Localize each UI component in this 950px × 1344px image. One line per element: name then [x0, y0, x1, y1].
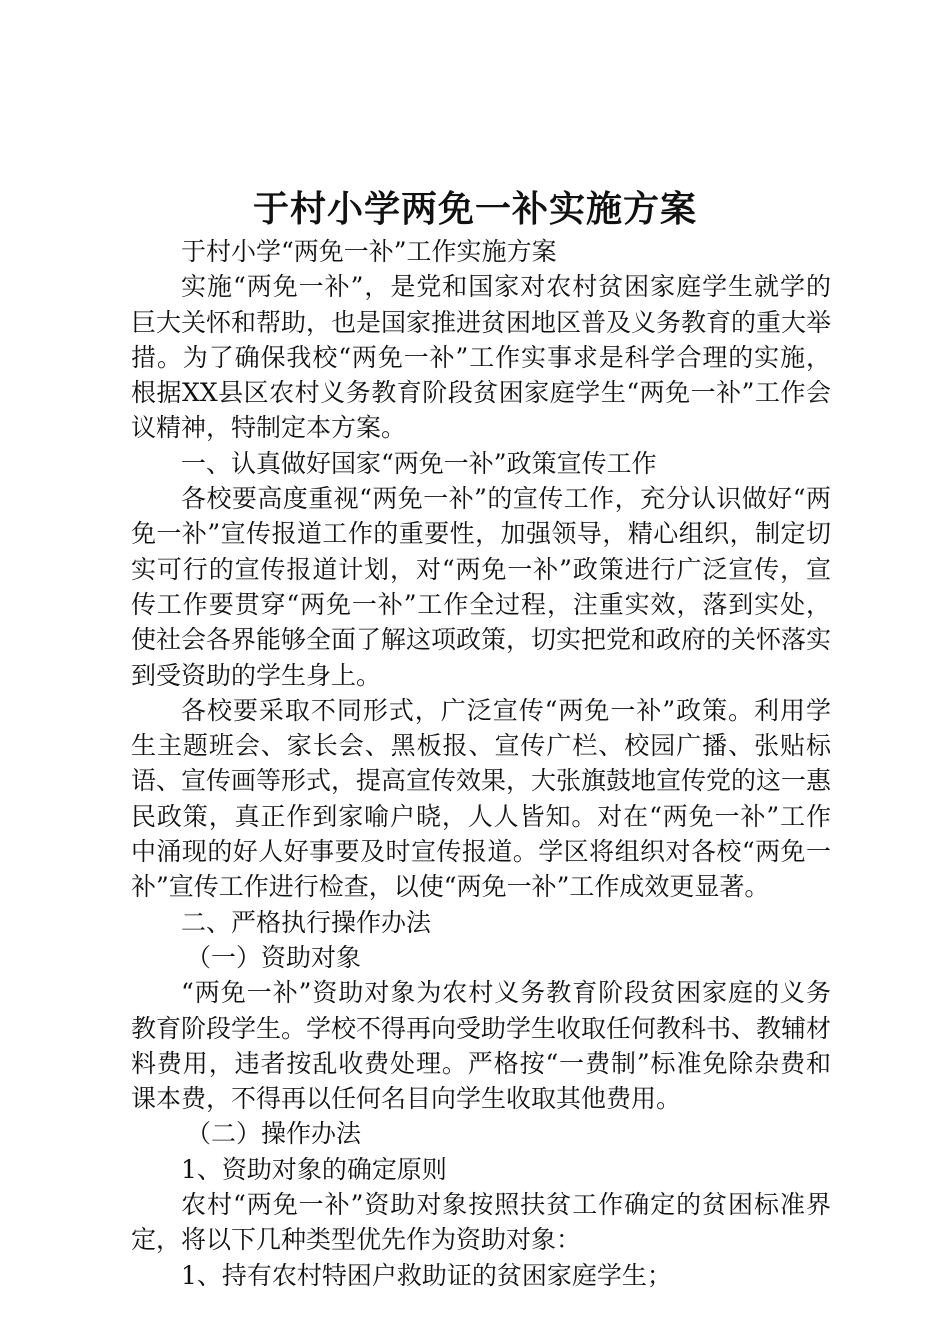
document-body: [131, 234, 831, 1293]
subsection-heading: （一）资助对象: [186, 942, 362, 972]
list-item: 1、持有农村特困户救助证的贫困家庭学生；: [181, 1260, 672, 1290]
section-heading-2: 二、严格执行操作办法: [181, 907, 432, 937]
document-title: 于村小学两免一补实施方案: [252, 188, 697, 230]
paragraph: 各校要高度重视“两免一补”的宣传工作，充分认识做好“两免一补”宣传报道工作的重要性，加强领导，精心组织，制定切实可行的宣传报道计划，对“两免一补”政策进行广泛宣传，宣传工作要贯穿“两免一补”工作全过程，注重实效，落到实处，使社会各界能够全面了解这项政策，切实把党和政府的关怀落实到受资助的学生身上。: [131, 484, 832, 690]
paragraph: 各校要采取不同形式，广泛宣传“两免一补”政策。利用学生主题班会、家长会、黑板报、宣传广栏、校园广播、张贴标语、宣传画等形式，提高宣传效果，大张旗鼓地宣传党的这一惠民政策，真正作到家喻户晓，人人皆知。对在“两免一补”工作中涌现的好人好事要及时宣传报道。学区将组织对各校“两免一补”宣传工作进行检查，以使“两免一补”工作成效更显著。: [131, 695, 832, 902]
section-heading-1: 一、认真做好国家“两免一补”政策宣传工作: [181, 448, 657, 478]
paragraph-intro: 实施“两免一补”，是党和国家对农村贫困家庭学生就学的巨大关怀和帮助，也是国家推进贫困地区普及义务教育的重大举措。为了确保我校“两免一补”工作实事求是科学合理的实施，根据XX县区农村义务教育阶段贫困家庭学生“两免一补”工作会议精神，特制定本方案。: [131, 272, 832, 443]
list-heading: 1、资助对象的确定原则: [181, 1154, 447, 1184]
paragraph-subtitle: 于村小学“两免一补”工作实施方案: [181, 237, 557, 266]
subsection-heading: （二）操作办法: [186, 1119, 362, 1149]
paragraph: “两免一补”资助对象为农村义务教育阶段贫困家庭的义务教育阶段学生。学校不得再向受助学生收取任何教科书、教辅材料费用，违者按乱收费处理。严格按“一费制”标准免除杂费和课本费，不得再以任何名目向学生收取其他费用。: [131, 978, 832, 1114]
paragraph: 农村“两免一补”资助对象按照扶贫工作确定的贫困标准界定，将以下几种类型优先作为资助对象：: [131, 1190, 831, 1255]
